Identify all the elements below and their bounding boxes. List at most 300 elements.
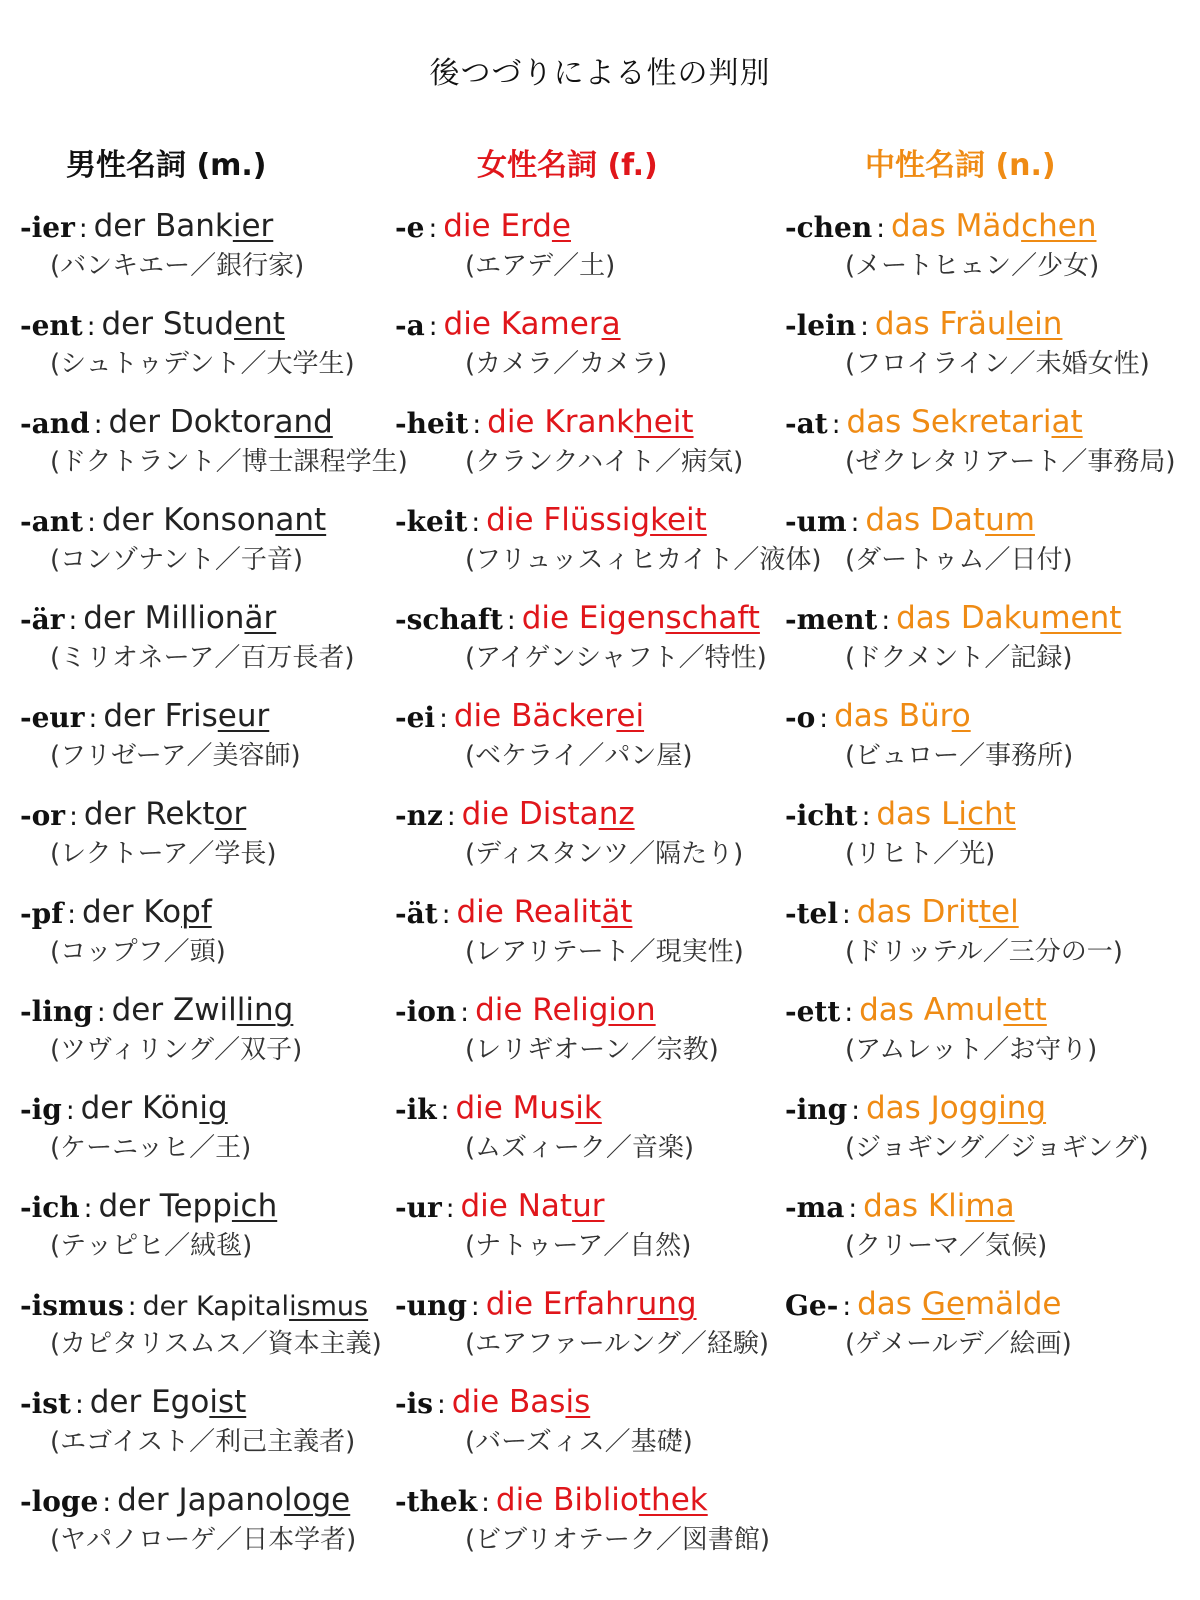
- article: die: [443, 306, 491, 342]
- noun-ending-underlined: icht: [958, 796, 1016, 832]
- separator: :: [69, 802, 78, 832]
- noun-ending-underlined: and: [274, 404, 333, 440]
- article: die: [487, 404, 535, 440]
- noun-ending-underlined: heit: [634, 404, 694, 440]
- noun-ending-underlined: thek: [638, 1482, 708, 1518]
- entry-gloss: (エアデ／土): [465, 251, 616, 281]
- entry-gloss: (ヤパノローゲ／日本学者): [50, 1525, 357, 1555]
- separator: :: [68, 606, 78, 636]
- noun-entry: [20, 878, 400, 976]
- entry-headline: [785, 290, 1195, 342]
- article: der: [80, 1090, 133, 1126]
- noun-ending-underlined: loge: [283, 1482, 351, 1518]
- example-noun: [456, 894, 632, 930]
- noun-entry: [20, 780, 400, 878]
- noun-ending-underlined: ist: [209, 1384, 247, 1420]
- noun-entry: [785, 780, 1195, 878]
- entry-headline: [20, 486, 400, 538]
- article: die: [461, 796, 510, 832]
- entry-gloss: (メートヒェン／少女): [845, 251, 1100, 281]
- example-noun: [896, 600, 1121, 636]
- entry-headline: [395, 1466, 795, 1518]
- separator: :: [102, 1488, 112, 1518]
- noun-entry: [785, 976, 1195, 1074]
- column-header-neuter: 中性名詞 (n.): [865, 148, 1056, 183]
- noun-ending-underlined: ion: [608, 992, 656, 1028]
- separator: :: [441, 900, 451, 930]
- noun-ending-underlined: ent: [234, 306, 285, 342]
- separator: :: [881, 606, 891, 636]
- suffix-label: -ei: [395, 701, 436, 734]
- separator: :: [446, 802, 456, 832]
- separator: :: [428, 312, 438, 342]
- example-noun: [98, 1188, 277, 1224]
- noun-entry: [20, 682, 400, 780]
- separator: :: [860, 312, 869, 342]
- article: die: [460, 1188, 508, 1224]
- noun-ending-underlined: is: [565, 1384, 591, 1420]
- entry-headline: [785, 1270, 1195, 1322]
- noun-ending-underlined: ling: [236, 992, 294, 1028]
- suffix-label: -a: [395, 309, 425, 342]
- entry-headline: [20, 1466, 400, 1518]
- suffix-label: -is: [395, 1387, 434, 1420]
- entry-headline: [20, 584, 400, 636]
- noun-ending-underlined: ung: [637, 1286, 697, 1322]
- example-noun: [857, 894, 1019, 930]
- example-noun: [486, 1286, 697, 1322]
- entry-gloss: (クランクハイト／病気): [465, 447, 744, 477]
- entry-gloss: (アイゲンシャフト／特性): [465, 643, 767, 673]
- suffix-label: -eur: [20, 701, 85, 734]
- entry-gloss: (アムレット／お守り): [845, 1035, 1098, 1065]
- noun-prefix-underlined: Ge: [921, 1286, 965, 1322]
- noun-entry: [395, 290, 795, 388]
- article: das: [865, 1090, 921, 1126]
- suffix-label: -keit: [395, 505, 468, 538]
- article: die: [455, 1090, 503, 1126]
- example-noun: [486, 502, 707, 538]
- article: das: [863, 1188, 918, 1224]
- article: das: [859, 992, 914, 1028]
- noun-entry: [395, 1270, 795, 1368]
- entry-headline: [785, 486, 1195, 538]
- suffix-label: -pf: [20, 897, 64, 930]
- separator: :: [440, 1096, 450, 1126]
- article: der: [117, 1482, 169, 1518]
- article: die: [475, 992, 523, 1028]
- suffix-label: -ent: [20, 309, 83, 342]
- noun-entry: [785, 1172, 1195, 1270]
- noun-stem: Daku: [960, 600, 1041, 636]
- noun-entry: [785, 1074, 1195, 1172]
- example-noun: [102, 306, 285, 342]
- suffix-label: -or: [20, 799, 66, 832]
- noun-stem: Stud: [162, 306, 235, 342]
- example-noun: [857, 1286, 1061, 1322]
- entry-gloss: (エゴイスト／利己主義者): [50, 1427, 356, 1457]
- separator: :: [848, 1194, 858, 1224]
- separator: :: [127, 1292, 137, 1322]
- entry-gloss: (ディスタンツ／隔たり): [465, 839, 744, 869]
- noun-entry: [785, 1270, 1195, 1368]
- noun-stem: Bas: [509, 1384, 566, 1420]
- noun-entry: [20, 1368, 400, 1466]
- example-noun: [112, 992, 294, 1028]
- example-noun: [487, 404, 693, 440]
- noun-ending-underlined: schaft: [665, 600, 760, 636]
- example-noun: [522, 600, 760, 636]
- example-noun: [103, 698, 269, 734]
- noun-stem: Doktor: [169, 404, 275, 440]
- noun-stem: Kamer: [500, 306, 602, 342]
- suffix-label: -nz: [395, 799, 443, 832]
- entry-gloss: (ムズィーク／音楽): [465, 1133, 695, 1163]
- noun-entry: [20, 1074, 400, 1172]
- example-noun: [462, 796, 635, 832]
- entry-gloss: (コンゾナント／子音): [50, 545, 303, 575]
- noun-stem: Kapital: [196, 1291, 290, 1322]
- article: der: [93, 208, 146, 244]
- noun-ending-underlined: ment: [1040, 600, 1122, 636]
- noun-ending-underlined: ik: [575, 1090, 602, 1126]
- example-noun: [866, 1090, 1046, 1126]
- separator: :: [506, 606, 516, 636]
- noun-stem: Sekretari: [911, 404, 1052, 440]
- entry-headline: [785, 584, 1195, 636]
- separator: :: [842, 1292, 852, 1322]
- entry-headline: [20, 1172, 400, 1224]
- noun-stem: Kön: [141, 1090, 200, 1126]
- entry-headline: [395, 1074, 795, 1126]
- entry-headline: [20, 290, 400, 342]
- separator: :: [471, 508, 481, 538]
- suffix-label: -är: [20, 603, 65, 636]
- article: der: [98, 1188, 150, 1224]
- separator: :: [472, 410, 482, 440]
- suffix-label: -at: [785, 407, 828, 440]
- noun-ending-underlined: ier: [232, 208, 274, 244]
- entry-headline: [395, 878, 795, 930]
- entry-headline: [395, 290, 795, 342]
- entry-headline: [395, 486, 795, 538]
- noun-ending-underlined: pf: [181, 894, 212, 930]
- example-noun: [834, 698, 971, 734]
- noun-stem: Bäcker: [511, 698, 617, 734]
- noun-ending-underlined: ig: [199, 1090, 228, 1126]
- entry-gloss: (テッピヒ／絨毯): [50, 1231, 253, 1261]
- article: die: [451, 1384, 500, 1420]
- example-noun: [846, 404, 1082, 440]
- article: die: [486, 502, 534, 538]
- noun-entry: [395, 1172, 795, 1270]
- article: der: [111, 992, 164, 1028]
- separator: :: [86, 312, 96, 342]
- suffix-label: -chen: [785, 211, 873, 244]
- noun-stem: L: [941, 796, 959, 832]
- suffix-label: -ist: [20, 1387, 71, 1420]
- noun-ending-underlined: ismus: [289, 1291, 369, 1322]
- noun-entry: [785, 290, 1195, 388]
- suffix-label: -lein: [785, 309, 857, 342]
- noun-stem: Erfahr: [542, 1286, 638, 1322]
- entry-headline: [20, 878, 400, 930]
- noun-ending-underlined: ma: [965, 1188, 1015, 1224]
- noun-stem: Bank: [154, 208, 233, 244]
- entry-gloss: (ドリッテル／三分の一): [845, 937, 1123, 967]
- suffix-label: -e: [395, 211, 425, 244]
- noun-entry: [20, 976, 400, 1074]
- entry-headline: [20, 1270, 400, 1322]
- suffix-label: -schaft: [395, 603, 503, 636]
- entry-headline: [20, 1074, 400, 1126]
- example-noun: [117, 1482, 350, 1518]
- entry-headline: [395, 388, 795, 440]
- article: die: [443, 208, 491, 244]
- example-noun: [102, 502, 326, 538]
- entry-gloss: (ケーニッヒ／王): [50, 1133, 252, 1163]
- separator: :: [831, 410, 841, 440]
- entry-gloss: (フロイライン／未婚女性): [845, 349, 1150, 379]
- noun-stem: Rekt: [145, 796, 215, 832]
- entry-headline: [785, 192, 1195, 244]
- article: das: [876, 796, 932, 832]
- article: das: [896, 600, 951, 636]
- noun-stem: Mäd: [955, 208, 1022, 244]
- noun-stem: Kli: [927, 1188, 966, 1224]
- noun-entry: [20, 192, 400, 290]
- example-noun: [143, 1291, 369, 1322]
- suffix-label: -um: [785, 505, 847, 538]
- entry-headline: [785, 780, 1195, 832]
- column-masculine: [20, 140, 408, 1564]
- entry-gloss: (フリュッスィヒカイト／液体): [465, 545, 822, 575]
- noun-ending-underlined: e: [551, 208, 571, 244]
- noun-entry: [395, 976, 795, 1074]
- suffix-label: -loge: [20, 1485, 99, 1518]
- entry-headline: [785, 388, 1195, 440]
- noun-ending-underlined: or: [214, 796, 247, 832]
- noun-ending-underlined: ei: [616, 698, 645, 734]
- example-noun: [863, 1188, 1014, 1224]
- entry-gloss: (ゼクレタリアート／事務局): [845, 447, 1176, 477]
- entry-headline: [395, 192, 795, 244]
- separator: :: [437, 1390, 446, 1420]
- article: der: [108, 404, 160, 440]
- suffix-label: -ling: [20, 995, 93, 1028]
- entry-gloss: (ドクメント／記録): [845, 643, 1073, 673]
- entry-headline: [395, 584, 795, 636]
- noun-stem: Nat: [517, 1188, 573, 1224]
- noun-entry: [395, 388, 795, 486]
- noun-stem: Fräu: [939, 306, 1007, 342]
- separator: :: [470, 1292, 480, 1322]
- article: die: [485, 1286, 534, 1322]
- entry-headline: [20, 780, 400, 832]
- entry-headline: [395, 1368, 795, 1420]
- suffix-label: -ett: [785, 995, 841, 1028]
- example-noun: [875, 306, 1063, 342]
- entry-gloss: (レアリテート／現実性): [465, 937, 744, 967]
- entry-gloss: (カピタリスムス／資本主義): [50, 1329, 382, 1359]
- separator: :: [93, 410, 103, 440]
- example-noun: [81, 1090, 228, 1126]
- separator: :: [844, 998, 854, 1028]
- suffix-label: -ismus: [20, 1289, 124, 1322]
- separator: :: [861, 802, 871, 832]
- article: der: [103, 698, 155, 734]
- entry-gloss: (レリギオーン／宗教): [465, 1035, 719, 1065]
- noun-entry: [785, 682, 1195, 780]
- entry-gloss: (ドクトラント／博士課程学生): [50, 447, 408, 477]
- noun-stem: Eigen: [578, 600, 666, 636]
- noun-ending-underlined: o: [951, 698, 971, 734]
- suffix-label: -tel: [785, 897, 839, 930]
- entry-headline: [785, 878, 1195, 930]
- example-noun: [90, 1384, 247, 1420]
- noun-ending-underlined: ant: [275, 502, 327, 538]
- example-noun: [876, 796, 1015, 832]
- noun-ending-underlined: ät: [601, 894, 633, 930]
- entry-headline: [785, 682, 1195, 734]
- entry-headline: [20, 682, 400, 734]
- noun-entry: [395, 878, 795, 976]
- suffix-label: -o: [785, 701, 816, 734]
- example-noun: [84, 796, 246, 832]
- article: die: [453, 698, 502, 734]
- entry-gloss: (バーズィス／基礎): [465, 1427, 693, 1457]
- noun-ending-underlined: ur: [572, 1188, 605, 1224]
- suffix-label: -thek: [395, 1485, 478, 1518]
- noun-stem: Mus: [512, 1090, 576, 1126]
- noun-stem: Flüssig: [543, 502, 651, 538]
- article: der: [89, 1384, 142, 1420]
- article: das: [856, 894, 912, 930]
- entry-headline: [20, 388, 400, 440]
- suffix-label: -ma: [785, 1191, 845, 1224]
- entry-gloss: (ダートゥム／日付): [845, 545, 1073, 575]
- suffix-label: -ion: [395, 995, 457, 1028]
- separator: :: [88, 704, 98, 734]
- example-noun: [475, 992, 656, 1028]
- noun-stem: Realit: [513, 894, 602, 930]
- noun-stem: mälde: [964, 1286, 1062, 1322]
- article: der: [82, 894, 134, 930]
- suffix-label: -icht: [785, 799, 858, 832]
- noun-entry: [395, 1074, 795, 1172]
- separator: :: [78, 214, 88, 244]
- article: der: [142, 1291, 188, 1322]
- example-noun: [443, 208, 571, 244]
- entry-gloss: (リヒト／光): [845, 839, 996, 869]
- entry-headline: [395, 780, 795, 832]
- example-noun: [83, 600, 276, 636]
- noun-ending-underlined: lein: [1006, 306, 1063, 342]
- entry-gloss: (シュトゥデント／大学生): [50, 349, 355, 379]
- example-noun: [891, 208, 1097, 244]
- noun-ending-underlined: eur: [217, 698, 270, 734]
- example-noun: [455, 1090, 601, 1126]
- noun-entry: [395, 780, 795, 878]
- suffix-label: -ich: [20, 1191, 80, 1224]
- article: das: [834, 698, 889, 734]
- separator: :: [819, 704, 829, 734]
- noun-entry: [395, 682, 795, 780]
- article: die: [495, 1482, 544, 1518]
- article: das: [857, 1286, 912, 1322]
- separator: :: [65, 1096, 75, 1126]
- noun-entry: [395, 1368, 795, 1466]
- noun-ending-underlined: um: [985, 502, 1035, 538]
- noun-entry: [20, 388, 408, 486]
- separator: :: [876, 214, 885, 244]
- separator: :: [439, 704, 448, 734]
- noun-entry: [785, 486, 1195, 584]
- example-noun: [82, 894, 212, 930]
- noun-entry: [395, 1466, 795, 1564]
- noun-ending-underlined: chen: [1021, 208, 1097, 244]
- noun-stem: Drit: [921, 894, 979, 930]
- separator: :: [67, 900, 77, 930]
- article: das: [846, 404, 902, 440]
- noun-stem: Dista: [518, 796, 599, 832]
- noun-stem: Million: [144, 600, 245, 636]
- separator: :: [851, 1096, 860, 1126]
- suffix-label: -ing: [785, 1093, 848, 1126]
- article: die: [456, 894, 504, 930]
- noun-stem: Zwil: [172, 992, 237, 1028]
- separator: :: [460, 998, 470, 1028]
- entry-gloss: (ナトゥーア／自然): [465, 1231, 692, 1261]
- suffix-label: -ik: [395, 1093, 437, 1126]
- noun-entry: [785, 878, 1195, 976]
- noun-entry: [20, 1172, 400, 1270]
- suffix-label: -ig: [20, 1093, 62, 1126]
- noun-ending-underlined: ett: [1003, 992, 1047, 1028]
- noun-entry: [20, 1466, 400, 1564]
- example-noun: [865, 502, 1035, 538]
- separator: :: [428, 214, 438, 244]
- column-header-masculine: 男性名詞 (m.): [66, 148, 267, 183]
- example-noun: [859, 992, 1047, 1028]
- noun-entry: [395, 192, 795, 290]
- noun-stem: Fris: [164, 698, 218, 734]
- example-noun: [452, 1384, 590, 1420]
- entry-gloss: (ビュロー／事務所): [845, 741, 1074, 771]
- entry-headline: [395, 976, 795, 1028]
- noun-ending-underlined: ing: [998, 1090, 1047, 1126]
- noun-entry: [785, 584, 1195, 682]
- column-neuter: [785, 140, 1195, 1368]
- suffix-label: Ge-: [785, 1289, 839, 1322]
- suffix-label: -ät: [395, 897, 438, 930]
- column-header-feminine: 女性名詞 (f.): [477, 148, 658, 183]
- noun-stem: Konson: [163, 502, 276, 538]
- separator: :: [842, 900, 851, 930]
- noun-stem: Bür: [898, 698, 952, 734]
- separator: :: [74, 1390, 84, 1420]
- entry-gloss: (レクトーア／学長): [50, 839, 277, 869]
- noun-entry: [20, 486, 400, 584]
- example-noun: [454, 698, 644, 734]
- suffix-label: -ant: [20, 505, 84, 538]
- noun-ending-underlined: är: [244, 600, 277, 636]
- entry-headline: [395, 682, 795, 734]
- noun-stem: Biblio: [553, 1482, 639, 1518]
- noun-entry: [395, 584, 795, 682]
- noun-ending-underlined: nz: [598, 796, 635, 832]
- example-noun: [444, 306, 621, 342]
